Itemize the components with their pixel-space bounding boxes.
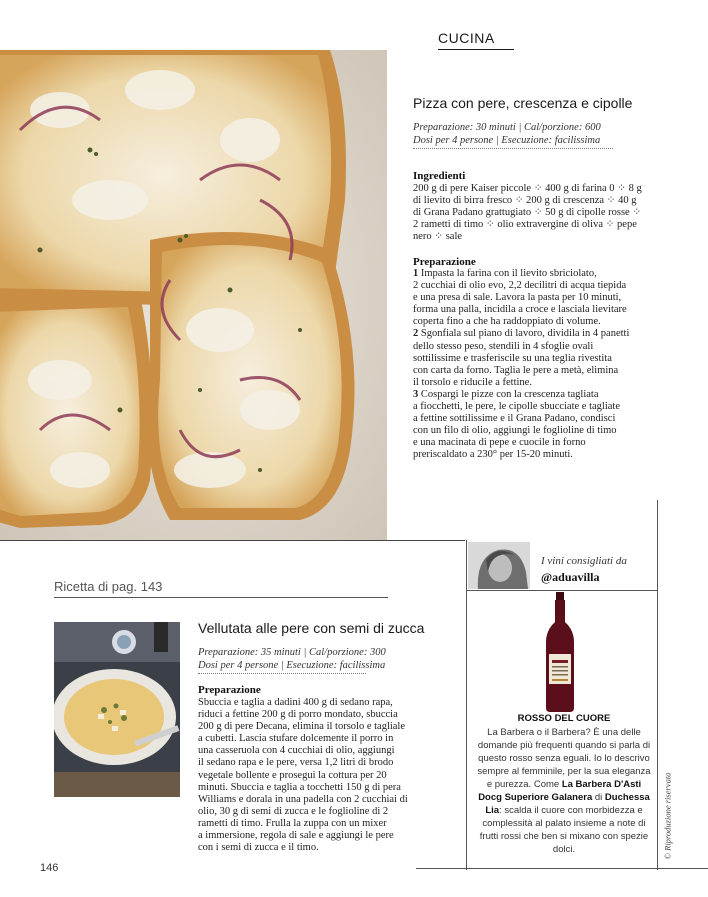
prep-line: riduci a fettine 200 g di porro mondato, sbuccia	[198, 709, 398, 721]
recipe2-meta-line: Dosi per 4 persone | Esecuzione: facilissima	[198, 659, 386, 671]
step-line	[413, 328, 645, 340]
wine-text-part: di	[592, 792, 605, 803]
ingredient-line: di lievito di birra fresco ⁘ 200 g di crescenza ⁘ 40 g	[413, 195, 637, 207]
step-line: il torsolo e riducile a fettine.	[413, 376, 532, 388]
recipe2-dotted-rule	[198, 673, 366, 674]
step-line: con carta da forno. Taglia le pere a metà, elimina	[413, 364, 619, 376]
step-line: e una presa di sale. Lavora la pasta per 10 minuti,	[413, 292, 622, 304]
wine-description	[476, 726, 652, 856]
prep-line: rametti di timo. Frulla la zuppa con un mixer	[198, 817, 387, 829]
prep-line: olio, 30 g di semi di zucca e le foglioline di 2	[198, 805, 389, 817]
step-line: con un filo di olio, aggiungi le foglioline di timo	[413, 425, 617, 437]
step-line	[413, 268, 645, 280]
soup-photo	[54, 622, 180, 797]
step-text: Sgonfiala sul piano di lavoro, dividila in 4 panetti	[418, 328, 630, 340]
recipe1-ingredients	[413, 183, 645, 243]
prep-line: il sedano rapa e le pere, versa 1,2 litri di brodo	[198, 757, 394, 769]
step-line: coperta fino a che ha raddoppiato di volume.	[413, 316, 601, 328]
recipe2-steps	[198, 697, 420, 854]
ingredient-line: 200 g di pere Kaiser piccole ⁘ 400 g di farina 0 ⁘ 8 g	[413, 183, 642, 194]
section-rule	[438, 49, 514, 50]
wine-name: La Barbera D'Asti Docg Superiore Galanera	[478, 779, 642, 803]
prep-line: a cubetti. Lascia stufare dolcemente il porro in	[198, 733, 394, 745]
ingredient-line: di Grana Padano grattugiato ⁘ 50 g di cipolle rosse ⁘	[413, 207, 642, 219]
page-number: 146	[40, 862, 59, 874]
step-text: Cospargi le pizze con la crescenza tagliata	[418, 388, 599, 400]
recipe2-section-rule	[54, 597, 388, 598]
wine-text-part: : scalda il cuore con morbidezza e complessità al palato insieme a note di frutti rossi che ben si mixano con spezie dolci.	[479, 805, 649, 855]
ingredient-line: 2 rametti di timo ⁘ olio extravergine di oliva ⁘ pepe	[413, 219, 637, 231]
wine-author-handle[interactable]: @aduavilla	[541, 570, 600, 584]
recipe1-prep-heading: Preparazione	[413, 256, 476, 268]
recipe2-meta-line: Preparazione: 35 minuti | Cal/porzione: 300	[198, 647, 386, 658]
prep-line: una casseruola con 4 cucchiai di olio, aggiungi	[198, 745, 395, 757]
prep-line: a immersione, regola di sale e aggiungi le pere	[198, 830, 394, 842]
sommelier-avatar	[468, 542, 530, 589]
step-number: 2	[413, 328, 419, 340]
recipe1-title: Pizza con pere, crescenza e cipolle	[413, 95, 633, 111]
step-line: sottilissime e trasferiscile su una teglia rivestita	[413, 352, 612, 364]
recipe1-steps	[413, 268, 645, 462]
prep-line: minuti. Sbuccia e taglia a tocchetti 150 g di pera	[198, 781, 401, 793]
prep-line: 200 g di pere Decana, elimina il torsolo e tagliale	[198, 721, 406, 733]
step-line: preriscaldato a 230° per 15-20 minuti.	[413, 449, 573, 461]
recipe1-dotted-rule	[413, 148, 613, 149]
pizza-photo	[0, 50, 387, 540]
prep-line: con i semi di zucca e il timo.	[198, 842, 319, 854]
step-line: a fettine sottilissime e il Grana Padano, condisci	[413, 413, 616, 425]
wine-box-divider	[466, 590, 657, 591]
photo-bottom-rule	[0, 540, 465, 541]
recipe2-section-label: Ricetta di pag. 143	[54, 579, 163, 594]
step-text: Impasta la farina con il lievito sbriciolato,	[418, 268, 597, 279]
section-tag: CUCINA	[438, 30, 495, 46]
ingredient-line: nero ⁘ sale	[413, 231, 463, 243]
step-line	[413, 389, 645, 401]
copyright-notice: © Riproduzione riservata	[662, 772, 673, 860]
step-line: 2 cucchiai di olio evo, 2,2 decilitri di acqua tiepida	[413, 280, 627, 292]
prep-line: vegetale bollente e prosegui la cottura per 20	[198, 769, 387, 781]
wine-bottle-image	[540, 592, 580, 712]
recipe2-meta	[198, 647, 398, 672]
wine-text-part: La Barbera o il Barbera? È una delle domande più frequenti quando si parla di questo rosso senza eguali. Io lo descrivo sempre al femminile, per la sua eleganza e purezza. Come	[477, 727, 651, 790]
recipe2-prep-heading: Preparazione	[198, 684, 261, 696]
recipe1-meta	[413, 122, 613, 147]
prep-line: Williams e dorala in una padella con 2 cucchiai di	[198, 793, 408, 805]
step-line: forma una palla, incidila a croce e lasciala lievitare	[413, 304, 627, 316]
wine-box-right-rule	[657, 500, 658, 870]
step-number: 3	[413, 388, 419, 400]
recipe1-meta-line: Preparazione: 30 minuti | Cal/porzione: 600	[413, 122, 601, 133]
step-number: 1	[413, 268, 419, 279]
recipe1-ingredients-heading: Ingredienti	[413, 170, 466, 182]
recipe1-meta-line: Dosi per 4 persone | Esecuzione: facilissima	[413, 134, 601, 146]
wine-title: ROSSO DEL CUORE	[517, 713, 611, 724]
prep-line: Sbuccia e taglia a dadini 400 g di sedano rapa,	[198, 697, 393, 708]
step-line: e una macinata di pepe e cuocile in forno	[413, 437, 586, 449]
wine-producer: Duchessa Lia	[485, 792, 650, 816]
recipe2-title: Vellutata alle pere con semi di zucca	[198, 620, 425, 636]
step-line: a fiocchetti, le pere, le cipolle sbucciate e tagliate	[413, 401, 620, 413]
step-line: dello stesso peso, stendili in 4 sfoglie ovali	[413, 340, 594, 352]
wine-intro: I vini consigliati da	[541, 555, 627, 567]
